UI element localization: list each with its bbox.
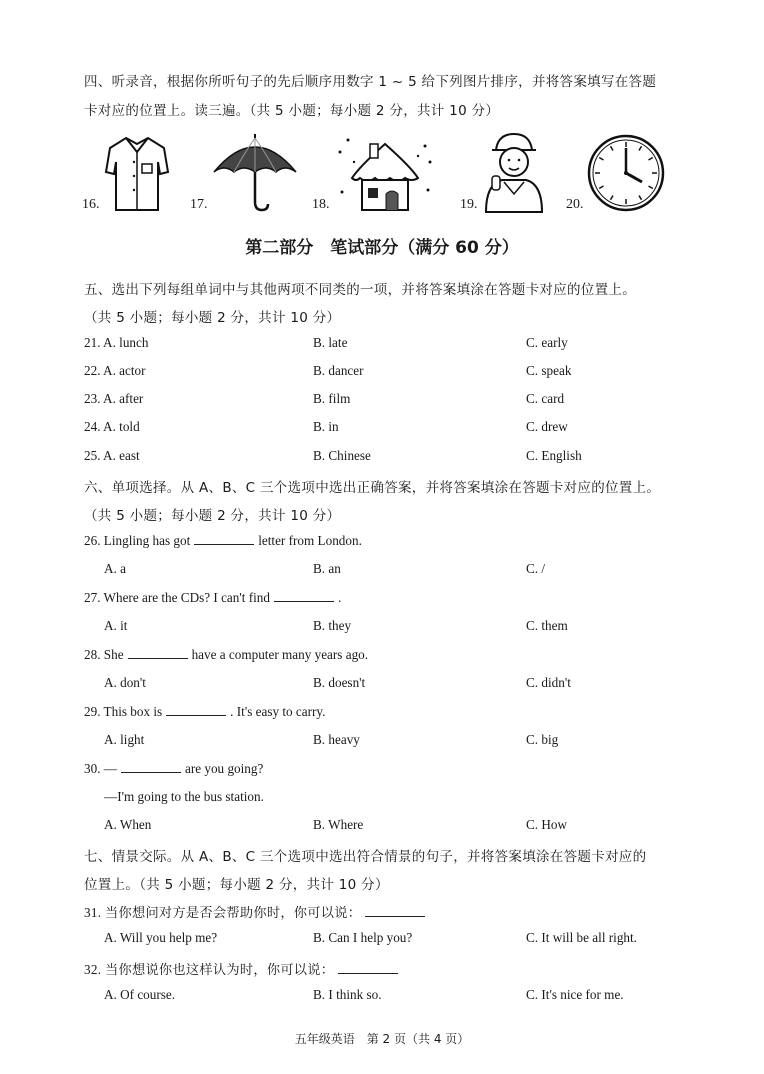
q22-option-a: 22. A. actor bbox=[84, 363, 146, 378]
q29-option-c: C. big bbox=[526, 732, 559, 747]
section6-instruction-line1: 六、单项选择。从 A、B、C 三个选项中选出正确答案，并将答案填涂在答题卡对应的位置上。 bbox=[84, 480, 661, 496]
q28-option-b: B. doesn't bbox=[313, 675, 366, 690]
q31-option-c: C. It will be all right. bbox=[526, 930, 637, 945]
q27-option-c: C. them bbox=[526, 618, 568, 633]
section6-instruction-line2: （共 5 小题；每小题 2 分，共计 10 分） bbox=[84, 508, 341, 524]
section7-instruction-line1: 七、情景交际。从 A、B、C 三个选项中选出符合情景的句子，并将答案填涂在答题卡对应的 bbox=[84, 849, 647, 865]
clock-icon bbox=[586, 132, 666, 214]
q30-stem bbox=[84, 761, 263, 777]
q28-stem-pre: 28. She bbox=[84, 647, 124, 662]
q27-blank[interactable] bbox=[274, 591, 334, 602]
section5-instruction-line1: 五、选出下列每组单词中与其他两项不同类的一项，并将答案填涂在答题卡对应的位置上。 bbox=[84, 282, 636, 298]
q21-option-a: 21. A. lunch bbox=[84, 335, 149, 350]
q30-option-a: A. When bbox=[104, 817, 152, 832]
q31-option-a: A. Will you help me? bbox=[104, 930, 218, 945]
q32-option-a: A. Of course. bbox=[104, 987, 176, 1002]
q29-option-a: A. light bbox=[104, 732, 145, 747]
q30-stem-pre: 30. — bbox=[84, 761, 117, 776]
q26-stem-post: letter from London. bbox=[258, 533, 362, 548]
picture-number-18: 18. bbox=[312, 197, 330, 212]
q27-stem-post: . bbox=[337, 590, 342, 605]
q32-blank[interactable] bbox=[338, 963, 398, 974]
umbrella-icon bbox=[210, 132, 300, 214]
part2-title: 第二部分 笔试部分（满分 60 分） bbox=[245, 238, 519, 258]
q26-stem bbox=[84, 533, 362, 549]
q28-stem-post: have a computer many years ago. bbox=[191, 647, 369, 662]
q32-option-b: B. I think so. bbox=[313, 987, 382, 1002]
q23-option-a: 23. A. after bbox=[84, 391, 144, 406]
q29-stem-pre: 29. This box is bbox=[84, 704, 163, 719]
picture-number-16: 16. bbox=[82, 197, 100, 212]
q29-blank[interactable] bbox=[166, 705, 226, 716]
q28-option-a: A. don't bbox=[104, 675, 146, 690]
q29-option-b: B. heavy bbox=[313, 732, 360, 747]
q26-option-a: A. a bbox=[104, 561, 126, 576]
q25-option-a: 25. A. east bbox=[84, 448, 140, 463]
q28-option-c: C. didn't bbox=[526, 675, 571, 690]
q26-blank[interactable] bbox=[194, 534, 254, 545]
q26-option-c: C. / bbox=[526, 561, 546, 576]
q21-option-b: B. late bbox=[313, 335, 348, 350]
q32-stem bbox=[84, 959, 402, 978]
q26-stem-pre: 26. Lingling has got bbox=[84, 533, 191, 548]
q28-blank[interactable] bbox=[128, 648, 188, 659]
picture-number-17: 17. bbox=[190, 197, 208, 212]
q30-blank[interactable] bbox=[121, 762, 181, 773]
q27-stem-pre: 27. Where are the CDs? I can't find bbox=[84, 590, 270, 605]
section7-instruction-line2: 位置上。（共 5 小题；每小题 2 分，共计 10 分） bbox=[84, 877, 389, 893]
q24-option-a: 24. A. told bbox=[84, 419, 140, 434]
section4-instruction-line1: 四、听录音，根据你所听句子的先后顺序用数字 1 ~ 5 给下列图片排序，并将答案填写在答题 bbox=[84, 74, 657, 90]
q26-option-b: B. an bbox=[313, 561, 341, 576]
section4-instruction-line2: 卡对应的位置上。读三遍。（共 5 小题；每小题 2 分，共计 10 分） bbox=[84, 103, 500, 119]
q25-option-c: C. English bbox=[526, 448, 582, 463]
q30-option-b: B. Where bbox=[313, 817, 364, 832]
q22-option-c: C. speak bbox=[526, 363, 572, 378]
shirt-icon bbox=[104, 132, 170, 214]
q30-option-c: C. How bbox=[526, 817, 568, 832]
q21-option-c: C. early bbox=[526, 335, 568, 350]
section5-instruction-line2: （共 5 小题；每小题 2 分，共计 10 分） bbox=[84, 310, 341, 326]
worker-icon bbox=[478, 132, 548, 214]
q28-stem bbox=[84, 647, 368, 663]
q32-option-c: C. It's nice for me. bbox=[526, 987, 624, 1002]
q32-stem-pre: 32. 当你想说你也这样认为时，你可以说： bbox=[84, 962, 335, 977]
q30-answer-line: —I'm going to the bus station. bbox=[104, 789, 264, 804]
q31-stem bbox=[84, 902, 429, 921]
q27-option-a: A. it bbox=[104, 618, 128, 633]
picture-number-20: 20. bbox=[566, 197, 584, 212]
page-footer: 五年级英语 第 2 页（共 4 页） bbox=[294, 1032, 470, 1046]
q23-option-b: B. film bbox=[313, 391, 351, 406]
q31-option-b: B. Can I help you? bbox=[313, 930, 413, 945]
q25-option-b: B. Chinese bbox=[313, 448, 371, 463]
q24-option-c: C. drew bbox=[526, 419, 568, 434]
q31-blank[interactable] bbox=[365, 906, 425, 917]
q27-stem bbox=[84, 590, 341, 606]
q24-option-b: B. in bbox=[313, 419, 339, 434]
q29-stem bbox=[84, 704, 325, 720]
q30-stem-post: are you going? bbox=[184, 761, 264, 776]
picture-number-19: 19. bbox=[460, 197, 478, 212]
q31-stem-pre: 31. 当你想问对方是否会帮助你时，你可以说： bbox=[84, 905, 362, 920]
q27-option-b: B. they bbox=[313, 618, 352, 633]
snowy-house-icon bbox=[330, 132, 440, 214]
q29-stem-post: . It's easy to carry. bbox=[230, 704, 326, 719]
q22-option-b: B. dancer bbox=[313, 363, 364, 378]
q23-option-c: C. card bbox=[526, 391, 565, 406]
